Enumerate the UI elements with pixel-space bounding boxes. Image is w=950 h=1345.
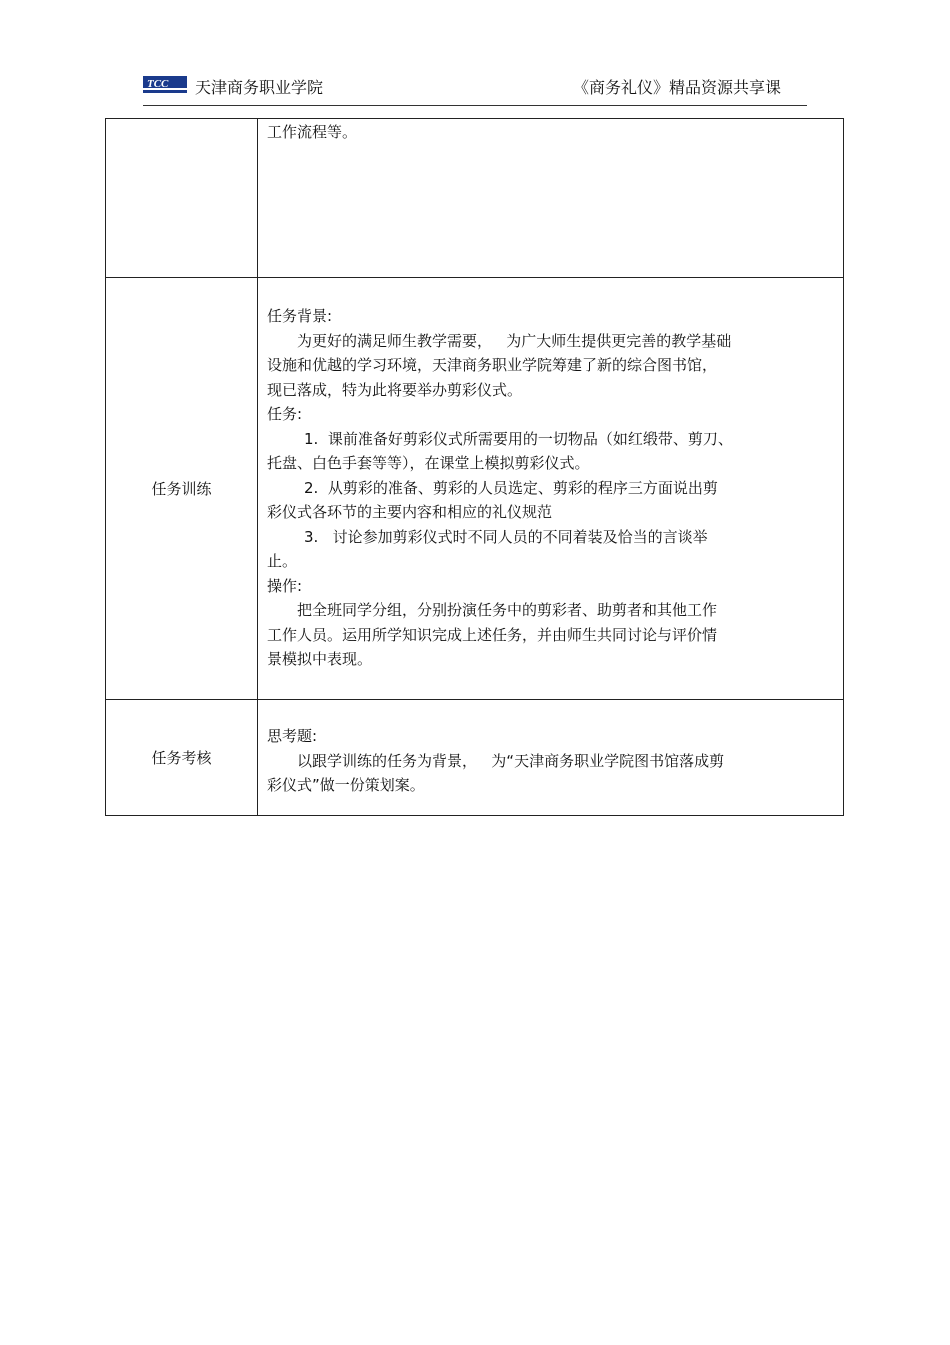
course-title: 《商务礼仪》精品资源共享课 — [572, 78, 781, 97]
content-line: 托盘、白色手套等等），在课堂上模拟剪彩仪式。 — [267, 454, 590, 472]
content-line: 以跟学训练的任务为背景， 为“天津商务职业学院图书馆落成剪 — [297, 751, 725, 770]
table-row — [106, 119, 844, 278]
background-heading: 任务背景: — [267, 307, 333, 325]
task-heading: 任务: — [267, 405, 303, 423]
course-table — [105, 118, 844, 816]
school-logo — [143, 76, 187, 93]
content-line: 止。 — [267, 552, 298, 570]
task-training-content — [258, 278, 844, 700]
content-line: 2. 从剪彩的准备、剪彩的人员选定、剪彩的程序三方面说出剪 — [304, 478, 718, 497]
content-line: 工作流程等。 — [267, 123, 358, 141]
content-line: 设施和优越的学习环境，天津商务职业学院筹建了新的综合图书馆， — [267, 356, 718, 374]
school-name: 天津商务职业学院 — [195, 78, 324, 97]
content-line: 为更好的满足师生教学需要， 为广大师生提供更完善的教学基础 — [297, 331, 732, 350]
row1-content — [258, 119, 844, 278]
page-header — [143, 73, 807, 106]
content-line: 彩仪式”做一份策划案。 — [267, 776, 425, 794]
operation-heading: 操作: — [267, 576, 303, 595]
question-heading: 思考题: — [267, 727, 318, 745]
row1-label — [106, 119, 258, 278]
content-line: 1. 课前准备好剪彩仪式所需要用的一切物品（如红缎带、剪刀、 — [304, 429, 733, 448]
content-line: 工作人员。运用所学知识完成上述任务，并由师生共同讨论与评价情 — [267, 625, 718, 644]
content-line: 3. 讨论参加剪彩仪式时不同人员的不同着装及恰当的言谈举 — [304, 527, 708, 546]
content-line: 景模拟中表现。 — [267, 650, 373, 668]
task-assessment-label: 任务考核 — [106, 700, 258, 816]
table-row — [106, 700, 844, 816]
content-line: 彩仪式各环节的主要内容和相应的礼仪规范 — [267, 503, 553, 521]
task-assessment-content — [258, 700, 844, 816]
logo-text: TCC — [147, 78, 169, 90]
content-line: 把全班同学分组，分别扮演任务中的剪彩者、助剪者和其他工作 — [297, 601, 718, 619]
task-training-label: 任务训练 — [106, 278, 258, 700]
table-row — [106, 278, 844, 700]
content-line: 现已落成，特为此将要举办剪彩仪式。 — [267, 380, 523, 399]
